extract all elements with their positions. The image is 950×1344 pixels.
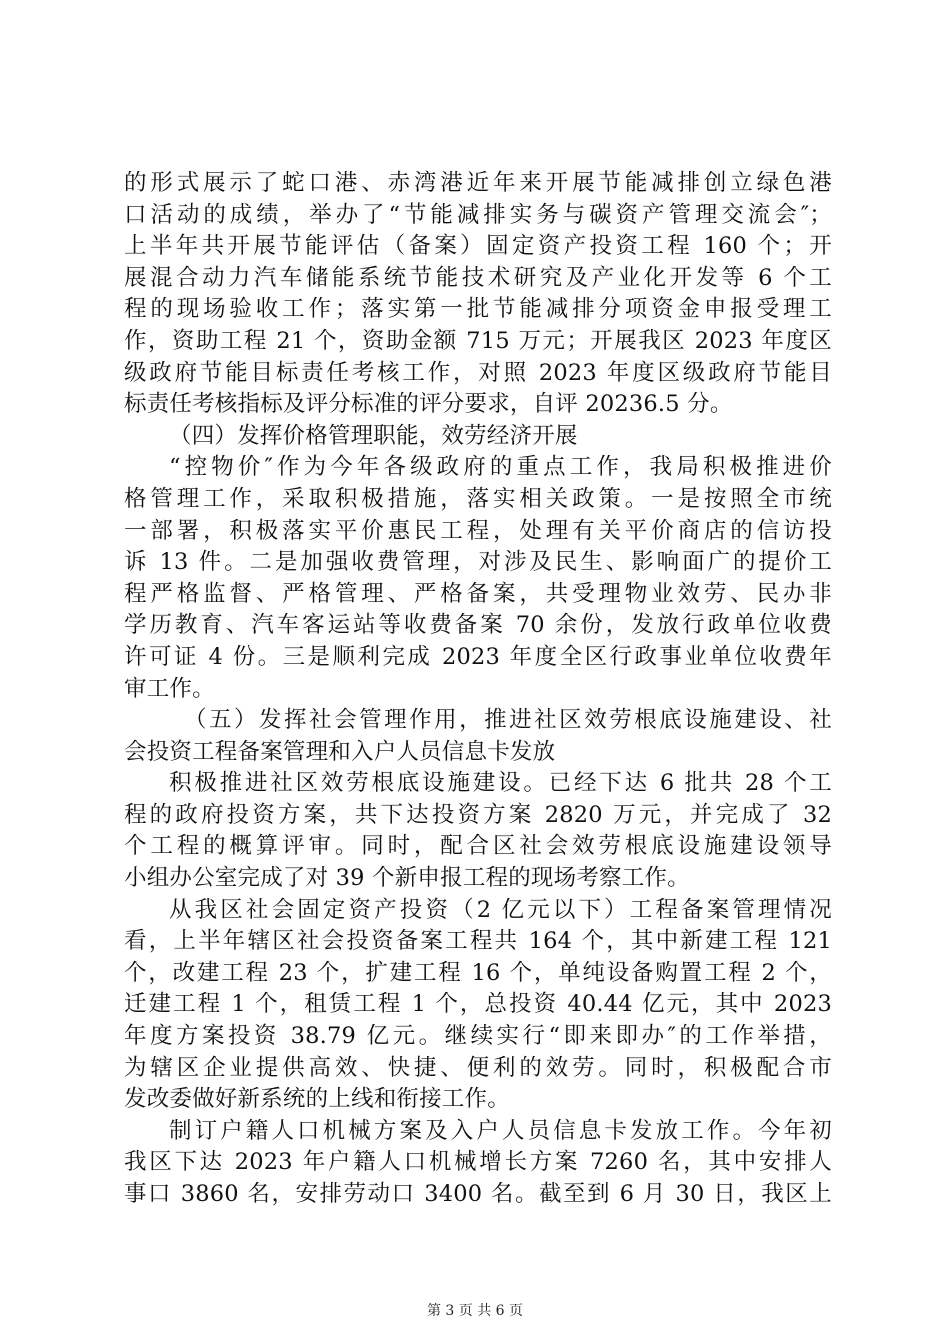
text-line: 程的政府投资方案，共下达投资方案 2820 万元，并完成了 32 (124, 801, 832, 828)
section-heading-continued: 会投资工程备案管理和入户人员信息卡发放 (124, 738, 556, 765)
paragraph-first-line: 制订户籍人口机械方案及入户人员信息卡发放工作。今年初 (169, 1117, 832, 1144)
text-line: 级政府节能目标责任考核工作，对照 2023 年度区级政府节能目 (124, 359, 832, 386)
text-line: 为辖区企业提供高效、快捷、便利的效劳。同时，积极配合市 (124, 1054, 832, 1081)
text-line: 看，上半年辖区社会投资备案工程共 164 个，其中新建工程 121 (124, 928, 832, 955)
text-line: 格管理工作，采取积极措施，落实相关政策。一是按照全市统 (124, 485, 832, 512)
text-line: 程严格监督、严格管理、严格备案，共受理物业效劳、民办非 (124, 580, 832, 607)
text-line: 学历教育、汽车客运站等收费备案 70 余份，发放行政单位收费 (124, 612, 832, 639)
text-line: 口活动的成绩，举办了“节能减排实务与碳资产管理交流会″； (124, 201, 832, 228)
text-line: 许可证 4 份。三是顺利完成 2023 年度全区行政事业单位收费年 (124, 643, 832, 670)
paragraph-first-line: 积极推进社区效劳根底设施建设。已经下达 6 批共 28 个工 (169, 770, 832, 797)
text-line: 标责任考核指标及评分标准的评分要求，自评 20236.5 分。 (124, 391, 733, 418)
text-line: 诉 13 件。二是加强收费管理，对涉及民生、影响面广的提价工 (124, 549, 832, 576)
text-line: 作，资助工程 21 个，资助金额 715 万元；开展我区 2023 年度区 (124, 327, 832, 354)
text-line: 的形式展示了蛇口港、赤湾港近年来开展节能减排创立绿色港 (124, 170, 832, 196)
text-line: 审工作。 (124, 675, 215, 702)
paragraph-first-line: 从我区社会固定资产投资（2 亿元以下）工程备案管理情况 (169, 896, 832, 923)
text-line: 小组办公室完成了对 39 个新申报工程的现场考察工作。 (124, 865, 690, 892)
paragraph-first-line: “控物价″作为今年各级政府的重点工作，我局积极推进价 (169, 454, 832, 481)
text-line: 上半年共开展节能评估（备案）固定资产投资工程 160 个；开 (124, 233, 832, 260)
text-line: 程的现场验收工作；落实第一批节能减排分项资金申报受理工 (124, 296, 832, 323)
section-heading: （五）发挥社会管理作用，推进社区效劳根底设施建设、社 (184, 707, 832, 734)
text-line: 发改委做好新系统的上线和衔接工作。 (124, 1086, 510, 1113)
text-line: 一部署，积极落实平价惠民工程，处理有关平价商店的信访投 (124, 517, 832, 544)
text-line: 迁建工程 1 个，租赁工程 1 个，总投资 40.44 亿元，其中 2023 (124, 991, 832, 1018)
text-line: 个，改建工程 23 个，扩建工程 16 个，单纯设备购置工程 2 个， (124, 959, 832, 986)
text-line: 个工程的概算评审。同时，配合区社会效劳根底设施建设领导 (124, 833, 832, 860)
page-footer: 第 3 页 共 6 页 (426, 1303, 524, 1319)
section-heading: （四）发挥价格管理职能，效劳经济开展 (169, 422, 578, 449)
text-line: 年度方案投资 38.79 亿元。继续实行“即来即办″的工作举措， (124, 1023, 832, 1050)
body-text (124, 168, 832, 1211)
text-line: 展混合动力汽车储能系统节能技术研究及产业化开发等 6 个工 (124, 264, 832, 291)
text-line: 我区下达 2023 年户籍人口机械增长方案 7260 名，其中安排人 (124, 1149, 832, 1176)
text-line: 事口 3860 名，安排劳动口 3400 名。截至到 6 月 30 日，我区上 (124, 1181, 832, 1207)
